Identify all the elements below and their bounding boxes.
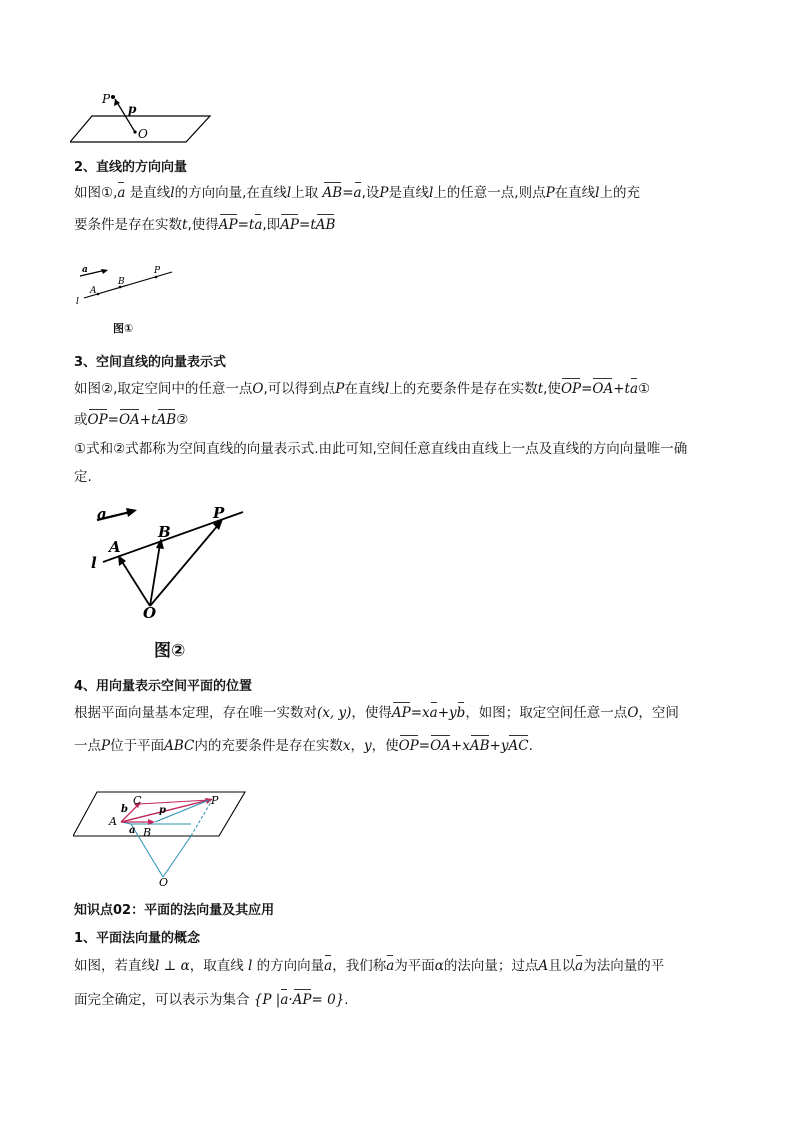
text: 面完全确定，可以表示为集合 bbox=[74, 992, 250, 1008]
vector-OA: OA bbox=[592, 381, 614, 397]
figure-2-caption: 图② bbox=[154, 641, 186, 661]
vector-a: a bbox=[629, 381, 639, 397]
label-l: l bbox=[76, 297, 79, 307]
text: 如图②,取定空间中的任意一点 bbox=[74, 381, 253, 397]
set-close: = 0} bbox=[311, 992, 345, 1008]
vector-a: a bbox=[353, 185, 362, 201]
figure-1 bbox=[72, 262, 182, 308]
text: ,设 bbox=[361, 185, 380, 201]
var-l: l bbox=[170, 185, 175, 201]
label-O: O bbox=[143, 604, 157, 620]
var-l: l bbox=[248, 958, 253, 974]
label-A: A bbox=[90, 286, 97, 296]
label-l: l bbox=[91, 554, 97, 572]
text: ，我们称 bbox=[332, 958, 387, 974]
section-2-line-2 bbox=[74, 215, 335, 235]
section-4-heading: 4、用向量表示空间平面的位置 bbox=[74, 679, 253, 694]
section-2-heading: 2、直线的方向向量 bbox=[74, 160, 188, 175]
label-P: P bbox=[213, 504, 225, 522]
l-perp-alpha: l ⊥ α bbox=[155, 958, 190, 974]
label-B: B bbox=[118, 277, 125, 287]
var-l: l bbox=[286, 185, 292, 201]
var-t: t bbox=[248, 217, 255, 233]
vector-AB: AB bbox=[315, 217, 336, 233]
var-t: t bbox=[310, 217, 316, 233]
text: 上的任意一点,则点 bbox=[433, 185, 546, 201]
text: 要条件是存在实数 bbox=[74, 217, 182, 233]
pair-xy: (x, y) bbox=[317, 705, 352, 721]
var-y: y bbox=[500, 738, 509, 754]
equals: = bbox=[342, 185, 354, 201]
vector-a: a bbox=[429, 705, 438, 721]
label-a: a bbox=[129, 825, 136, 836]
vector-AB: AB bbox=[156, 412, 177, 428]
label-C: C bbox=[133, 794, 142, 807]
text: 的方向向量 bbox=[256, 958, 325, 974]
var-t: t bbox=[537, 381, 544, 397]
section-4-line-1 bbox=[74, 703, 679, 723]
plus: + bbox=[489, 738, 501, 754]
text: 上的充 bbox=[599, 185, 640, 201]
var-l: l bbox=[384, 381, 390, 397]
var-O: O bbox=[252, 381, 264, 397]
label-b: b bbox=[121, 804, 128, 815]
vector-a: a bbox=[324, 958, 333, 974]
vector-OP: OP bbox=[398, 738, 419, 754]
vector-AP: AP bbox=[280, 217, 300, 233]
label-a: a bbox=[97, 505, 107, 523]
text: 在直线 bbox=[554, 185, 596, 201]
normal-vector-line-1 bbox=[74, 956, 664, 976]
text: ，取直线 bbox=[189, 958, 244, 974]
equals: = bbox=[299, 217, 311, 233]
var-x: x bbox=[342, 738, 351, 754]
text: ② bbox=[176, 412, 189, 428]
text: 为平面 bbox=[394, 958, 435, 974]
label-p: p bbox=[128, 102, 137, 116]
plus: + bbox=[437, 705, 450, 721]
point-P bbox=[155, 276, 158, 279]
text: 内的充要条件是存在实数 bbox=[194, 738, 343, 754]
vector-AB: AB bbox=[322, 185, 343, 201]
text: 且以 bbox=[548, 958, 576, 974]
knowledge-point-02-heading: 知识点02：平面的法向量及其应用 bbox=[74, 903, 275, 918]
text: 是直线 bbox=[125, 185, 171, 201]
text: 上取 bbox=[291, 185, 319, 201]
text: 位于平面 bbox=[110, 738, 165, 754]
plus: + bbox=[450, 738, 463, 754]
var-P: P bbox=[545, 185, 555, 201]
label-O: O bbox=[159, 876, 169, 887]
text: . bbox=[344, 992, 349, 1008]
var-O: O bbox=[627, 705, 639, 721]
vector-OP: OP bbox=[87, 412, 108, 428]
vector-AB: AB bbox=[469, 738, 490, 754]
section-4-line-2 bbox=[74, 736, 533, 756]
text: . bbox=[528, 738, 533, 754]
text: 在直线 bbox=[344, 381, 385, 397]
equals: = bbox=[581, 381, 593, 397]
point-o bbox=[133, 130, 136, 133]
var-P: P bbox=[101, 738, 111, 754]
vector-a: a bbox=[117, 185, 126, 201]
plus: + bbox=[139, 412, 152, 428]
text: 一点 bbox=[74, 738, 101, 754]
vector-a: a bbox=[254, 217, 263, 233]
text: 根据平面向量基本定理，存在唯一实数对 bbox=[74, 705, 317, 721]
text: ,可以得到点 bbox=[263, 381, 336, 397]
text: ，使 bbox=[371, 738, 399, 754]
label-A: A bbox=[109, 538, 121, 556]
var-P: P bbox=[379, 185, 389, 201]
section-3-line-1 bbox=[74, 379, 650, 399]
vector-AC: AC bbox=[508, 738, 529, 754]
vector-b: b bbox=[456, 705, 466, 721]
vector-a: a bbox=[575, 958, 584, 974]
text: ,使得 bbox=[187, 217, 219, 233]
label-P: P bbox=[154, 266, 161, 276]
dot: · bbox=[288, 992, 293, 1008]
equals: = bbox=[107, 412, 119, 428]
plane-ABC: ABC bbox=[164, 738, 195, 754]
text: ，空间 bbox=[638, 705, 679, 721]
vector-a: a bbox=[280, 992, 289, 1008]
figure-2 bbox=[85, 500, 250, 620]
label-p: p bbox=[159, 805, 166, 816]
subsection-1-heading: 1、平面法向量的概念 bbox=[74, 931, 201, 946]
section-2-line-1 bbox=[74, 183, 640, 203]
var-y: y bbox=[363, 738, 372, 754]
text: 的法向量；过点 bbox=[443, 958, 539, 974]
vector-AP: AP bbox=[391, 705, 411, 721]
point-p bbox=[111, 95, 115, 99]
label-B: B bbox=[158, 523, 171, 541]
point-A bbox=[97, 293, 100, 296]
text: 上的充要条件是存在实数 bbox=[389, 381, 538, 397]
vector-a: a bbox=[386, 958, 395, 974]
text: ,使 bbox=[543, 381, 561, 397]
vector-OA: OA bbox=[118, 412, 140, 428]
section-3-line-3: ①式和②式都称为空间直线的向量表示式.由此可知,空间任意直线由直线上一点及直线的方向向量唯一确 bbox=[74, 441, 688, 457]
var-l: l bbox=[595, 185, 600, 201]
vector-OA-line bbox=[121, 560, 150, 606]
figure-3 bbox=[73, 782, 253, 887]
label-B: B bbox=[143, 826, 152, 839]
text: ，使得 bbox=[351, 705, 392, 721]
vector-a-arrowhead bbox=[101, 269, 108, 274]
var-t: t bbox=[151, 412, 157, 428]
plus: + bbox=[613, 381, 625, 397]
var-P: P bbox=[335, 381, 345, 397]
vector-OA: OA bbox=[430, 738, 451, 754]
text: 为法向量的平 bbox=[583, 958, 665, 974]
var-x: x bbox=[422, 705, 430, 721]
figure-1-caption: 图① bbox=[113, 322, 134, 335]
vector-OP: OP bbox=[560, 381, 582, 397]
section-3-line-2 bbox=[74, 410, 188, 430]
text: ，如图；取定空间任意一点 bbox=[465, 705, 628, 721]
text: 如图①, bbox=[74, 185, 118, 201]
var-t: t bbox=[624, 381, 630, 397]
label-a: a bbox=[82, 265, 88, 275]
text: ① bbox=[638, 381, 651, 397]
var-y: y bbox=[449, 705, 457, 721]
vector-AP: AP bbox=[292, 992, 312, 1008]
var-t: t bbox=[182, 217, 188, 233]
var-l: l bbox=[428, 185, 434, 201]
hidden-edge bbox=[191, 802, 211, 836]
label-P: P bbox=[211, 794, 219, 807]
text: ， bbox=[350, 738, 364, 754]
var-alpha: α bbox=[434, 958, 444, 974]
text: 如图，若直线 bbox=[74, 958, 155, 974]
label-A: A bbox=[109, 815, 117, 828]
label-O: O bbox=[138, 127, 148, 141]
text: 或 bbox=[74, 412, 88, 428]
set-open: {P | bbox=[253, 992, 281, 1008]
edge-O-right bbox=[163, 836, 191, 877]
equals: = bbox=[410, 705, 423, 721]
section-3-heading: 3、空间直线的向量表示式 bbox=[74, 355, 227, 370]
equals: = bbox=[237, 217, 249, 233]
text: 的方向向量,在直线 bbox=[174, 185, 287, 201]
normal-vector-line-2 bbox=[74, 990, 349, 1010]
text: 是直线 bbox=[388, 185, 429, 201]
label-P: P bbox=[102, 92, 111, 106]
vector-a-arrowhead bbox=[126, 508, 137, 517]
vector-AP: AP bbox=[218, 217, 238, 233]
text: ,即 bbox=[262, 217, 281, 233]
var-x: x bbox=[462, 738, 470, 754]
equals: = bbox=[418, 738, 431, 754]
var-A: A bbox=[538, 958, 549, 974]
plane-figure-top bbox=[70, 88, 220, 144]
section-3-line-4: 定. bbox=[74, 469, 92, 485]
